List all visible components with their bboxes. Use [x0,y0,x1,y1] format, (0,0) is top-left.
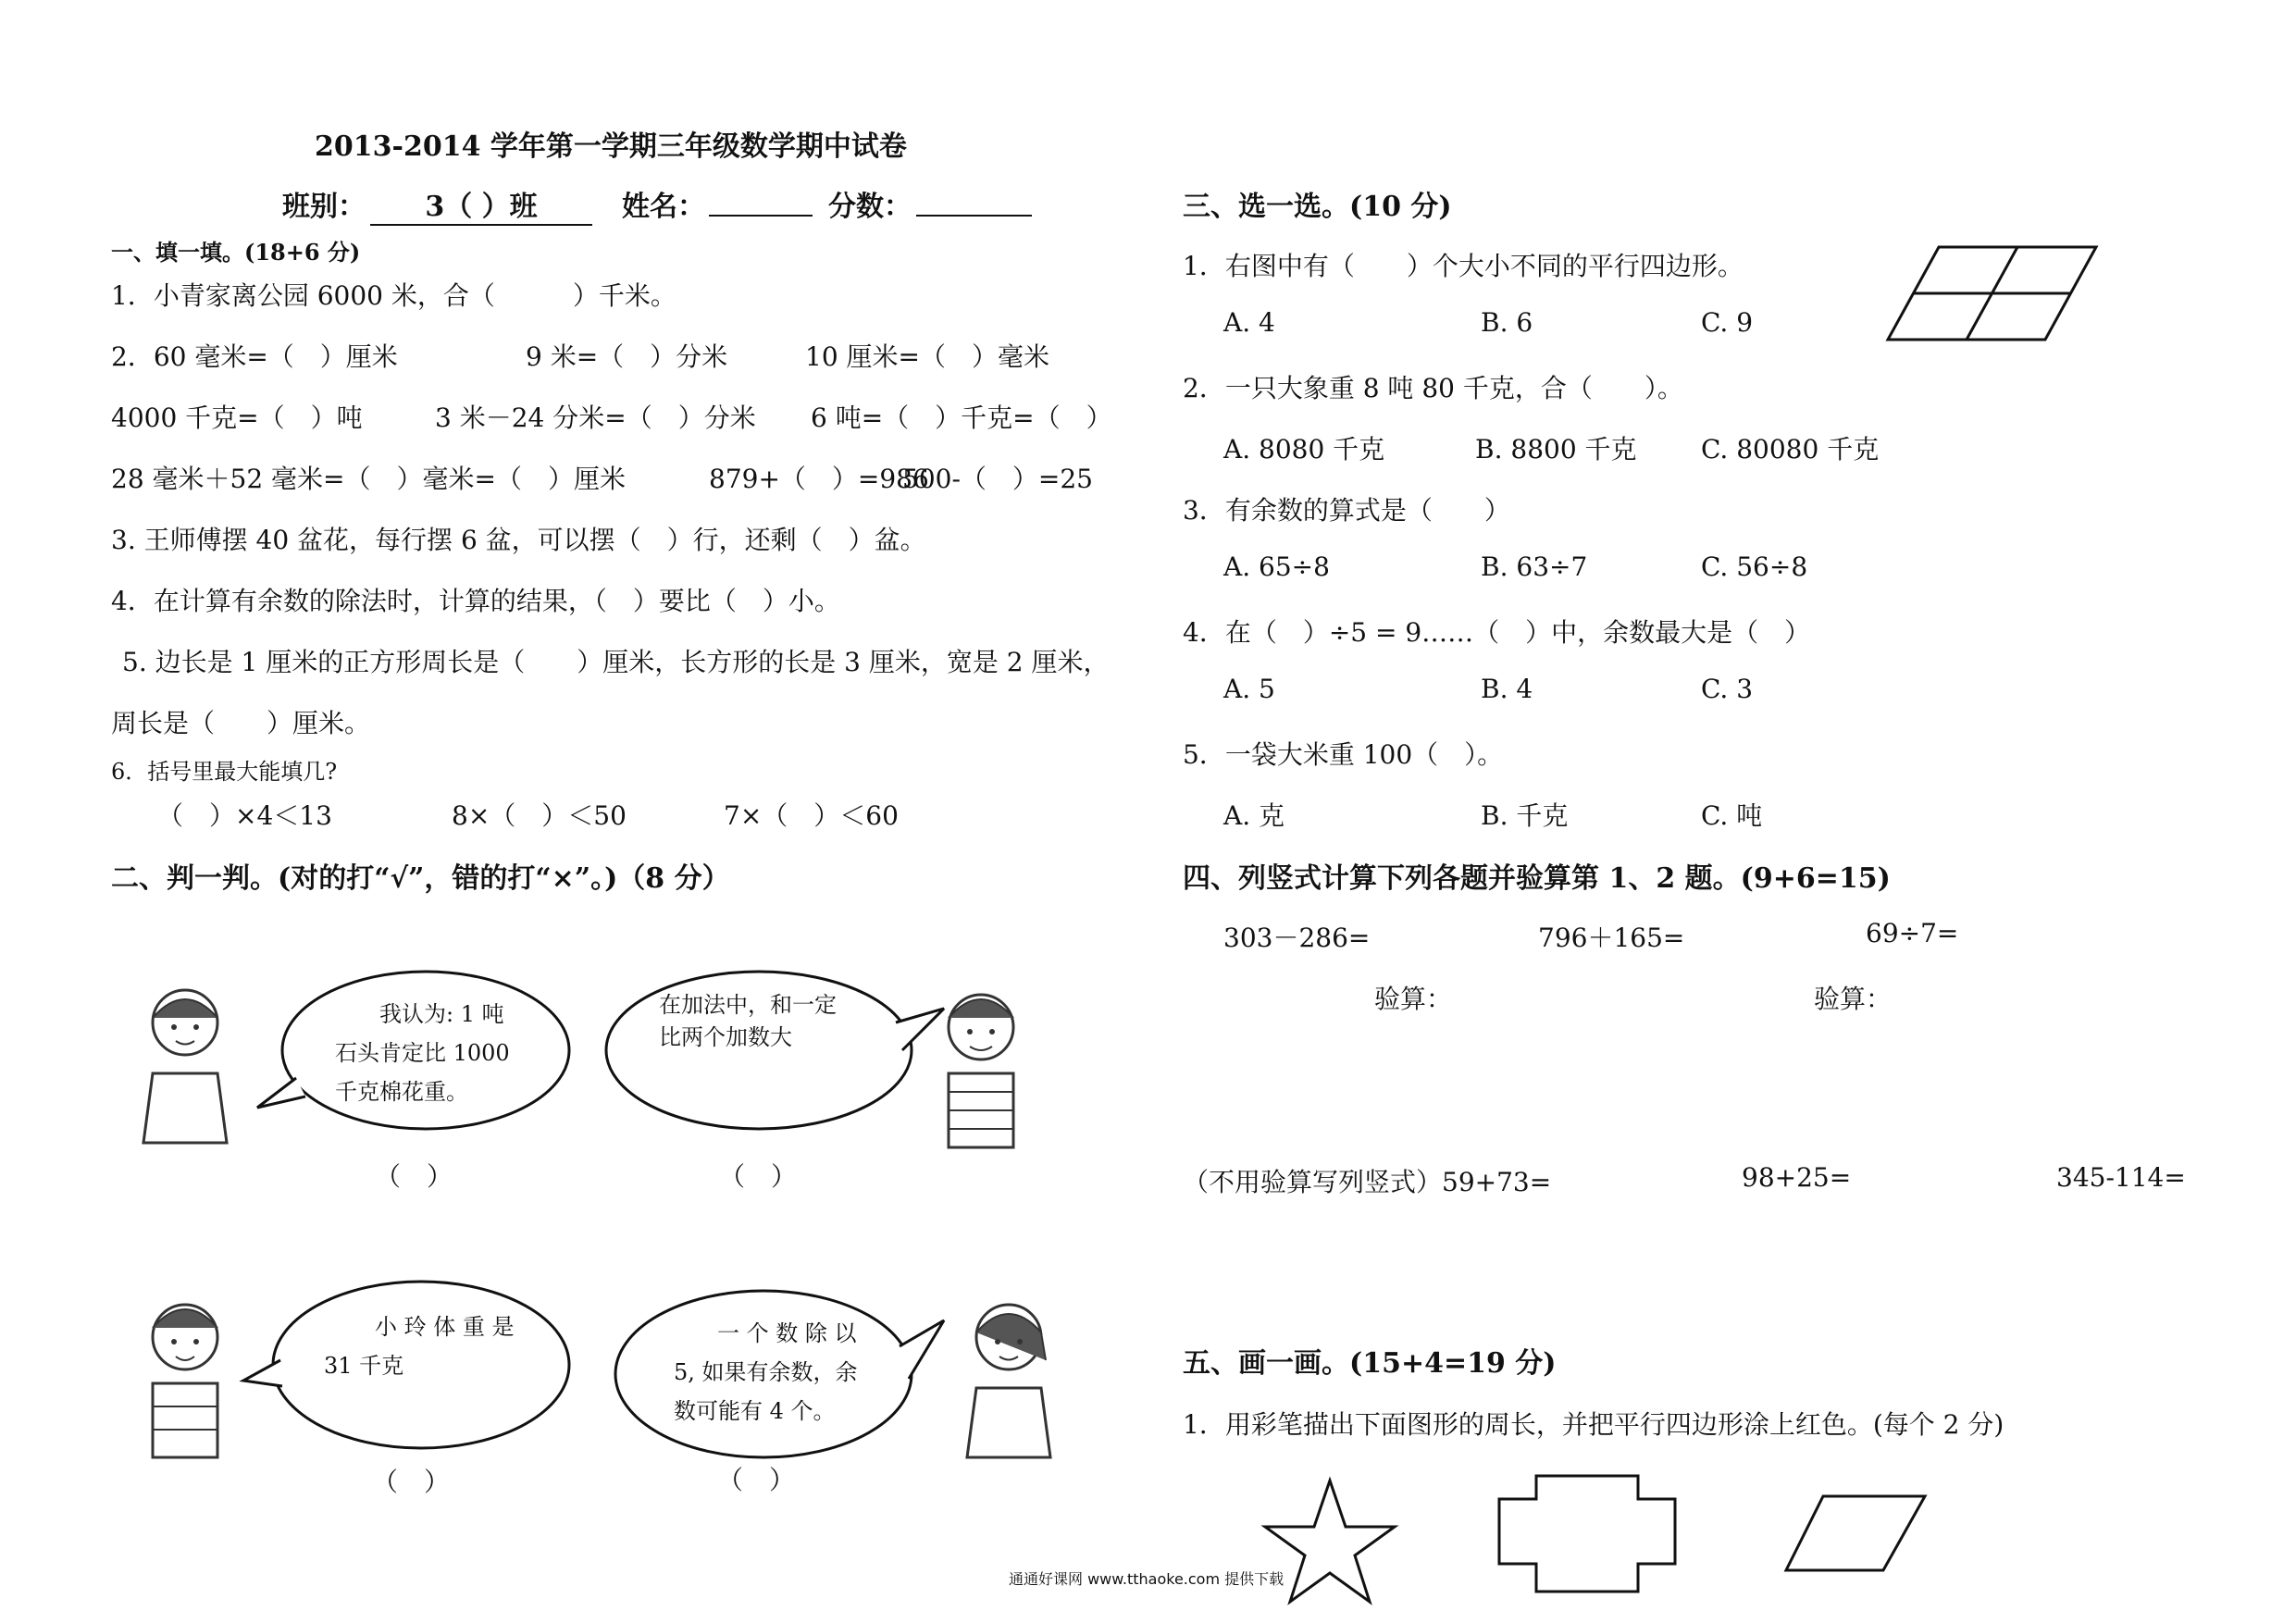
s1-q2h: 879+（ ）=986 [709,464,929,494]
s1-q2f: 6 吨=（ ）千克=（ ） [811,403,1112,433]
s1-q2b: 9 米=（ ）分米 [526,341,728,372]
s4-calc6: 345-114= [2056,1162,2186,1193]
s3-q1-b[interactable]: B. 6 [1481,307,1533,338]
s3-q1-a[interactable]: A. 4 [1223,307,1275,338]
parallelogram-shape [1781,1492,1930,1575]
s3-q1: 1．右图中有（ ）个大小不同的平行四边形。 [1183,251,1744,281]
s1-q2i: 500-（ ）=25 [902,464,1093,494]
s1-q6c: 7×（ ）＜60 [724,800,899,831]
s1-q6a: （ ）×4＜13 [157,800,332,831]
s1-q2e: 3 米－24 分米=（ ）分米 [435,403,756,433]
s3-q2: 2．一只大象重 8 吨 80 千克，合（ ）。 [1183,373,1683,403]
name-label: 姓名： [622,191,705,223]
section1-heading: 一、填一填。(18+6 分) [111,239,361,266]
bubble3-line1: 小 玲 体 重 是 [375,1314,515,1340]
bubble2-line1: 在加法中，和一定 [659,992,837,1018]
s1-q2d: 4000 千克=（ ）吨 [111,403,363,433]
section3-heading: 三、选一选。(10 分) [1183,191,1452,223]
s1-q2a: 2．60 毫米=（ ）厘米 [111,341,398,372]
s3-q1-c[interactable]: C. 9 [1701,307,1754,338]
s5-q1: 1．用彩笔描出下面图形的周长，并把平行四边形涂上红色。(每个 2 分) [1183,1409,2004,1440]
boy-figure-2-icon [130,1295,241,1462]
section4-heading: 四、列竖式计算下列各题并验算第 1、2 题。(9+6=15) [1183,862,1891,895]
boy-figure-icon [916,985,1036,1152]
bubble1-line1: 我认为: 1 吨 [379,1001,504,1027]
s3-q5-c[interactable]: C. 吨 [1701,800,1763,831]
bubble3-answer[interactable]: （ ） [372,1467,451,1497]
score-field[interactable] [916,215,1032,217]
s3-q2-b[interactable]: B. 8800 千克 [1475,434,1637,465]
bubble1-line3: 千克棉花重。 [335,1079,468,1105]
bubble2-answer[interactable]: （ ） [719,1161,798,1192]
s4-calc4: （不用验算写列竖式）59+73= [1183,1167,1552,1197]
s3-q5-b[interactable]: B. 千克 [1481,800,1569,831]
s3-q4-b[interactable]: B. 4 [1481,674,1533,704]
bubble4-line2: 5, 如果有余数，余 [674,1359,858,1385]
bubble1-answer[interactable]: （ ） [375,1161,453,1192]
s3-q3-c[interactable]: C. 56÷8 [1701,551,1808,582]
s1-q5: 5. 边长是 1 厘米的正方形周长是（ ）厘米，长方形的长是 3 厘米，宽是 2 厘米， [122,647,1110,677]
s1-q6: 6．括号里最大能填几? [111,759,338,785]
class-field[interactable]: 3（ ）班 [370,183,592,226]
exam-title: 2013-2014 学年第一学期三年级数学期中试卷 [315,130,907,163]
bubble3-line2: 31 千克 [324,1353,404,1379]
section2-heading: 二、判一判。(对的打“√”，错的打“×”。)（8 分） [111,862,730,895]
s1-q6b: 8×（ ）＜50 [452,800,627,831]
s4-check1: 验算： [1374,984,1453,1014]
bubble4-line3: 数可能有 4 个。 [674,1398,836,1424]
s1-q2c: 10 厘米=（ ）毫米 [805,341,1049,372]
s4-calc3: 69÷7= [1866,918,1959,948]
s1-q1: 1．小青家离公园 6000 米，合（ ）千米。 [111,280,676,311]
bubble4-answer[interactable]: （ ） [717,1465,796,1495]
cross-shape [1495,1471,1680,1596]
s3-q5-a[interactable]: A. 克 [1223,800,1285,831]
s3-q2-a[interactable]: A. 8080 千克 [1223,434,1385,465]
bubble4-line1: 一 个 数 除 以 [717,1320,857,1346]
score-label: 分数： [828,191,912,223]
girl-figure-icon [130,981,241,1147]
bubble2-line2: 比两个加数大 [659,1024,792,1050]
s3-q3: 3．有余数的算式是（ ） [1183,495,1510,526]
section5-heading: 五、画一画。(15+4=19 分) [1183,1347,1557,1380]
s4-check2: 验算： [1814,984,1893,1014]
parallelogram-grid-figure [1883,242,2105,344]
s1-q4: 4．在计算有余数的除法时，计算的结果，（ ）要比（ ）小。 [111,586,840,616]
speech-bubble-3 [236,1277,578,1462]
s3-q4-c[interactable]: C. 3 [1701,674,1754,704]
s3-q2-c[interactable]: C. 80080 千克 [1701,434,1880,465]
s4-calc1: 303－286= [1223,923,1371,953]
s4-calc2: 796＋165= [1538,923,1685,953]
class-label: 班别： [282,191,366,223]
s3-q4-a[interactable]: A. 5 [1223,674,1275,704]
name-field[interactable] [709,215,813,217]
s3-q3-a[interactable]: A. 65÷8 [1223,551,1330,582]
s1-q2g: 28 毫米＋52 毫米=（ ）毫米=（ ）厘米 [111,464,626,494]
s3-q4: 4．在（ ）÷5 = 9……（ ）中，余数最大是（ ） [1183,617,1811,648]
bubble1-line2: 石头肯定比 1000 [335,1040,510,1066]
s4-calc5: 98+25= [1742,1162,1852,1193]
s1-q5b: 周长是（ ）厘米。 [111,708,371,738]
s3-q3-b[interactable]: B. 63÷7 [1481,551,1588,582]
s1-q3: 3. 王师傅摆 40 盆花，每行摆 6 盆，可以摆（ ）行，还剩（ ）盆。 [111,525,926,555]
s3-q5: 5．一袋大米重 100（ ）。 [1183,739,1504,770]
footer-credit: 通通好课网 www.tthaoke.com 提供下载 [1009,1570,1285,1588]
girl-figure-2-icon [953,1295,1064,1462]
